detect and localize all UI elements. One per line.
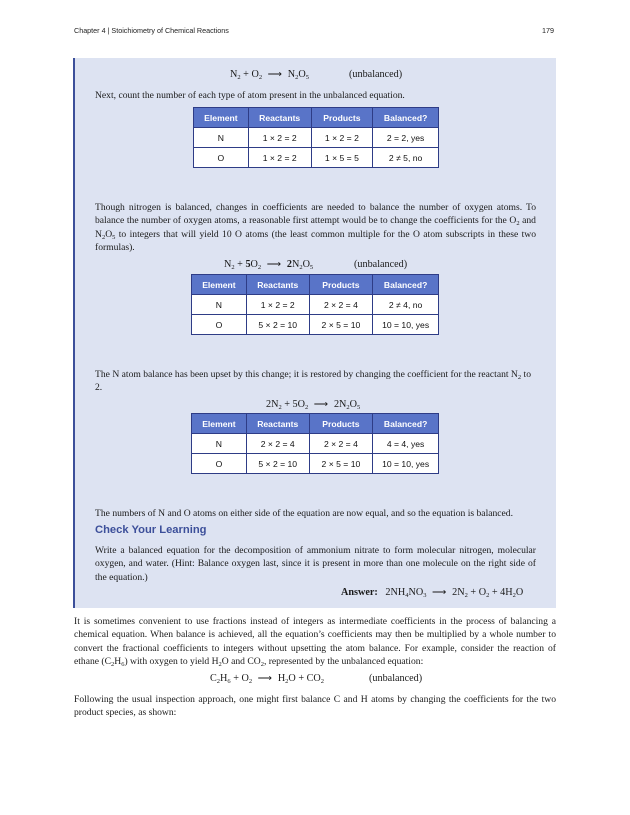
col-reactants: Reactants xyxy=(248,108,311,128)
balance-table-2: Element Reactants Products Balanced? N 1 × 2 = 2 2 × 2 = 4 2 ≠ 4, no O 5 × 2 = 10 2 × 5 = 10 10 = 10, yes xyxy=(191,274,439,335)
col-products: Products xyxy=(311,108,373,128)
equation-ethane: $C_2H_6 + O_2$ ⟶ $H_2O + CO_2$ xyxy=(210,673,325,685)
table-row: O 1 × 2 = 2 1 × 5 = 5 2 ≠ 5, no xyxy=(194,148,439,168)
example-box-border xyxy=(73,58,75,608)
table-row: N 1 × 2 = 2 1 × 2 = 2 2 = 2, yes xyxy=(194,128,439,148)
equation-balanced: $2N_2 + 5O_2$ ⟶ $2N_2O_5$ xyxy=(266,399,361,411)
table-row: O 5 × 2 = 10 2 × 5 = 10 10 = 10, yes xyxy=(192,454,439,474)
equation-unbalanced-2: $N_2 + 5O_2$ ⟶ $2N_2O_5$ xyxy=(224,259,314,271)
paragraph-inspection: Following the usual inspection approach, one might first balance C and H atoms by changing the coefficients for the two product species, as shown: xyxy=(74,694,556,719)
balance-table-3: Element Reactants Products Balanced? N 2 × 2 = 4 2 × 2 = 4 4 = 4, yes O 5 × 2 = 10 2 × 5 = 10 10 = 10, yes xyxy=(191,413,439,474)
answer-label: Answer: xyxy=(341,587,378,598)
equation-label: (unbalanced) xyxy=(354,259,408,270)
col-balanced: Balanced? xyxy=(373,108,439,128)
count-intro: Next, count the number of each type of atom present in the unbalanced equation. xyxy=(95,90,405,101)
table-row: N 1 × 2 = 2 2 × 2 = 4 2 ≠ 4, no xyxy=(192,295,439,315)
table-row: O 5 × 2 = 10 2 × 5 = 10 10 = 10, yes xyxy=(192,315,439,335)
answer-equation: Answer: $2NH_4NO_3$ ⟶ $2N_2 + O_2 + 4H_2O$ xyxy=(341,587,524,599)
balance-table-1 xyxy=(193,107,439,168)
paragraph-balanced-conclusion: The numbers of N and O atoms on either side of the equation are now equal, and so the equation is balanced. xyxy=(95,508,514,519)
page-number: 179 xyxy=(542,26,554,35)
equation-label: (unbalanced) xyxy=(369,673,423,684)
col-element: Element xyxy=(194,108,249,128)
check-your-learning-heading: Check Your Learning xyxy=(95,524,207,536)
running-header: Chapter 4 | Stoichiometry of Chemical Reactions xyxy=(74,26,229,35)
check-your-learning-text: Write a balanced equation for the decomposition of ammonium nitrate to form molecular nitrogen, molecular oxygen, and water. (Hint: Balance oxygen last, since it is present in more than one molecule on the right side of the equation.) xyxy=(95,545,536,583)
paragraph-oxygen-balance: Though nitrogen is balanced, changes in coefficients are needed to balance the number of oxygen atoms. To balance the number of oxygen atoms, a reasonable first attempt would be to change the coefficients for the $O_2$ and $N_2O_5$ to integers that will yield 10 O atoms (the least common multiple for the O atom subscripts in these two formulas). xyxy=(95,202,536,253)
table-row: N 2 × 2 = 4 2 × 2 = 4 4 = 4, yes xyxy=(192,434,439,454)
paragraph-nitrogen-restore: The N atom balance has been upset by this change; it is restored by changing the coefficient for the reactant $N_2$ to 2. xyxy=(95,369,531,394)
equation-unbalanced-1: $N_2 + O_2$ ⟶ $N_2O_5$ xyxy=(230,69,309,81)
equation-label: (unbalanced) xyxy=(349,69,403,80)
paragraph-fractions: It is sometimes convenient to use fractions instead of integers as intermediate coefficients in the process of balancing a chemical equation. When balance is achieved, all the equation’s coefficients may then be multiplied by a whole number to convert the fractional coefficients to integers without upsetting the atom balance. For example, consider the reaction of ethane $(C_2H_6)$ with oxygen to yield $H_2O$ and $CO_2$, represented by the unbalanced equation: xyxy=(74,616,556,668)
